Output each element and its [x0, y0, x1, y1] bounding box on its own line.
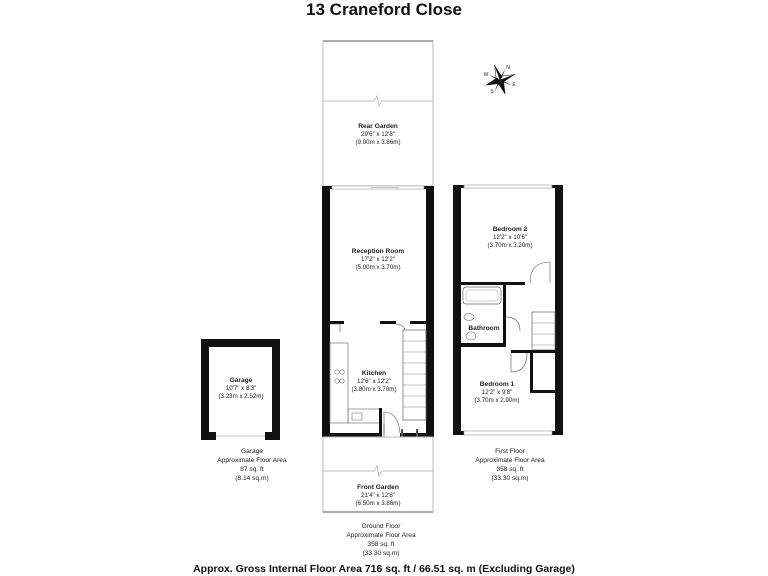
- bedroom1-name: Bedroom 1: [479, 381, 515, 388]
- total-area-footer: Approx. Gross Internal Floor Area 716 sq. ft / 66.51 sq. m (Excluding Garage): [193, 563, 575, 575]
- front-garden-name: Front Garden: [357, 484, 399, 491]
- front-garden-metric: (6.50m x 3.86m): [355, 500, 401, 507]
- compass-e: E: [512, 82, 516, 88]
- compass-s: S: [490, 89, 494, 95]
- first-floor-caption: [475, 448, 545, 482]
- reception-imperial: 17'2" x 12'2": [361, 256, 395, 263]
- bedroom2-imperial: 12'2" x 10'6": [493, 234, 527, 241]
- garage-caption-line: Approximate Floor Area: [217, 457, 287, 464]
- first-caption-line: First Floor: [495, 448, 525, 455]
- garage: [201, 339, 280, 440]
- first-floor: [453, 185, 563, 435]
- rear-garden-metric: (9.00m x 3.86m): [355, 139, 401, 146]
- bathroom-name: Bathroom: [468, 325, 500, 332]
- rear-garden: [323, 41, 433, 186]
- compass-w: W: [483, 72, 489, 78]
- ground-floor-caption: [346, 523, 416, 557]
- reception-metric: (5.00m x 3.70m): [355, 264, 401, 271]
- front-garden: [323, 437, 433, 512]
- kitchen-name: Kitchen: [361, 370, 387, 377]
- garage-caption-line: 87 sq. ft: [240, 466, 264, 473]
- ground-caption-line: (33.30 sq.m): [362, 550, 400, 557]
- bedroom1-metric: (3.70m x 2.90m): [474, 397, 520, 404]
- ground-caption-line: Ground Floor: [361, 523, 401, 530]
- rear-garden-imperial: 29'6" x 12'8": [361, 131, 395, 138]
- bedroom1-imperial: 12'2" x 9'8": [481, 389, 513, 396]
- reception-name: Reception Room: [351, 248, 405, 255]
- garage-caption-line: (8.14 sq.m): [235, 475, 269, 482]
- garage-name: Garage: [229, 377, 253, 384]
- first-caption-line: 358 sq. ft: [496, 466, 524, 473]
- front-garden-imperial: 21'4" x 12'8": [361, 492, 395, 499]
- first-caption-line: Approximate Floor Area: [475, 457, 545, 464]
- page-title: 13 Craneford Close: [306, 0, 462, 19]
- garage-caption: [217, 448, 287, 482]
- ground-floor: [322, 186, 434, 437]
- rear-garden-name: Rear Garden: [358, 123, 398, 130]
- first-caption-line: (33.30 sq.m): [491, 475, 529, 482]
- compass-n: N: [506, 65, 510, 71]
- compass-icon: [479, 59, 520, 100]
- kitchen-metric: (3.80m x 3.70m): [351, 386, 397, 393]
- garage-metric: (3.23m x 2.52m): [218, 393, 264, 400]
- bedroom2-name: Bedroom 2: [492, 226, 528, 233]
- garage-imperial: 10'7" x 8'3": [225, 385, 257, 392]
- garage-caption-line: Garage: [241, 448, 263, 455]
- ground-caption-line: Approximate Floor Area: [346, 532, 416, 539]
- ground-caption-line: 358 sq. ft: [367, 541, 395, 548]
- bedroom2-metric: (3.70m x 3.20m): [487, 242, 533, 249]
- kitchen-imperial: 12'6" x 12'2": [357, 378, 391, 385]
